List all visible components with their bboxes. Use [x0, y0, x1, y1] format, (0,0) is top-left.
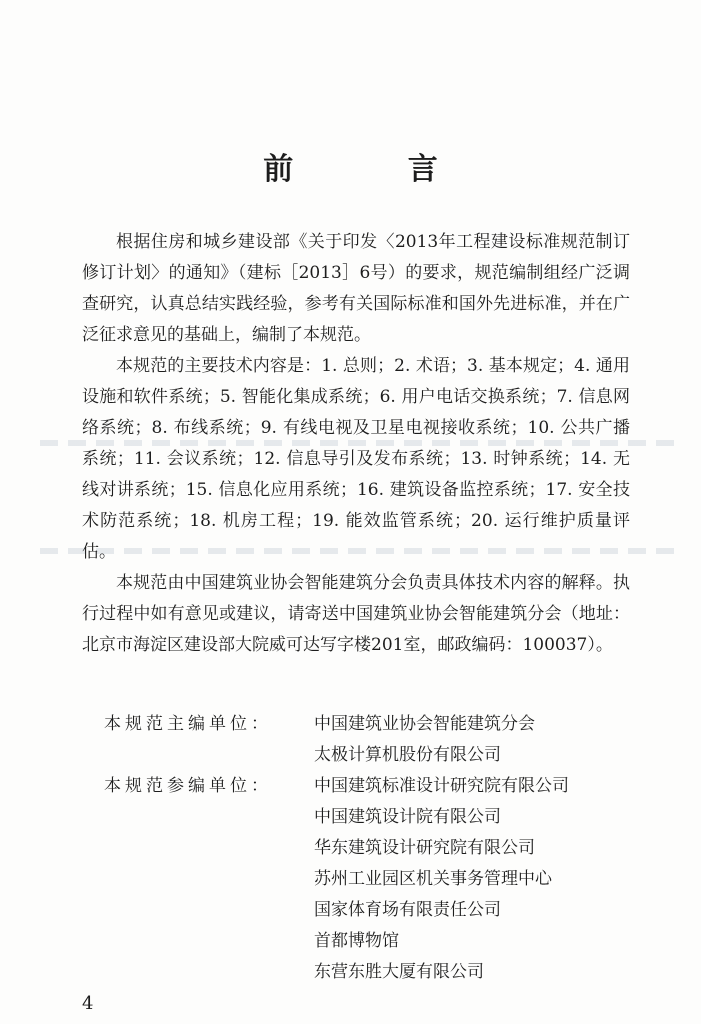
paragraph-technical-contents: 本规范的主要技术内容是：1. 总则；2. 术语；3. 基本规定；4. 通用设施和软件系统；5. 智能化集成系统；6. 用户电话交换系统；7. 信息网络系统；8. 布线系统；9. 有线电视及卫星电视接收系统；10. 公共广播系统；11. 会议系统；12. 信息导引及发布系统；13. 时钟系统；14. 无线对讲系统；15. 信息化应用系统；16. 建筑设备监控系统；17. 安全技术防范系统；18. 机房工程；19. 能效监管系统；20. 运行维护质量评估。 [82, 356, 630, 562]
paragraph-interpretation: 本规范由中国建筑业协会智能建筑分会负责具体技术内容的解释。执行过程中如有意见或建议，请寄送中国建筑业协会智能建筑分会（地址：北京市海淀区建设部大院威可达写字楼201室，邮政编码：100037）。 [82, 573, 630, 655]
chief-editor-label: 本规范主编单位： [104, 714, 272, 734]
participating-editor-unit: 华东建筑设计研究院有限公司 [314, 838, 535, 858]
participating-editors-section [82, 771, 630, 988]
participating-editor-unit: 东营东胜大厦有限公司 [314, 962, 484, 982]
chief-editor-section [82, 709, 630, 771]
participating-editor-unit: 首都博物馆 [314, 931, 399, 951]
participating-editors-label: 本规范参编单位： [104, 776, 272, 796]
participating-editor-unit: 国家体育场有限责任公司 [314, 900, 501, 920]
paragraph-background: 根据住房和城乡建设部《关于印发〈2013年工程建设标准规范制订修订计划〉的通知》（建标［2013］6号）的要求，规范编制组经广泛调查研究，认真总结实践经验，参考有关国际标准和国外先进标准，并在广泛征求意见的基础上，编制了本规范。 [82, 232, 630, 345]
page-title: 前 言 [263, 152, 490, 187]
chief-editor-unit: 中国建筑业协会智能建筑分会 [314, 714, 535, 734]
participating-editor-unit: 中国建筑设计院有限公司 [314, 807, 501, 827]
page-number: 4 [82, 993, 94, 1014]
participating-editor-unit: 苏州工业园区机关事务管理中心 [314, 869, 552, 889]
preface-body [82, 227, 630, 661]
chief-editor-unit: 太极计算机股份有限公司 [314, 745, 501, 765]
participating-editor-unit: 中国建筑标准设计研究院有限公司 [314, 776, 569, 796]
